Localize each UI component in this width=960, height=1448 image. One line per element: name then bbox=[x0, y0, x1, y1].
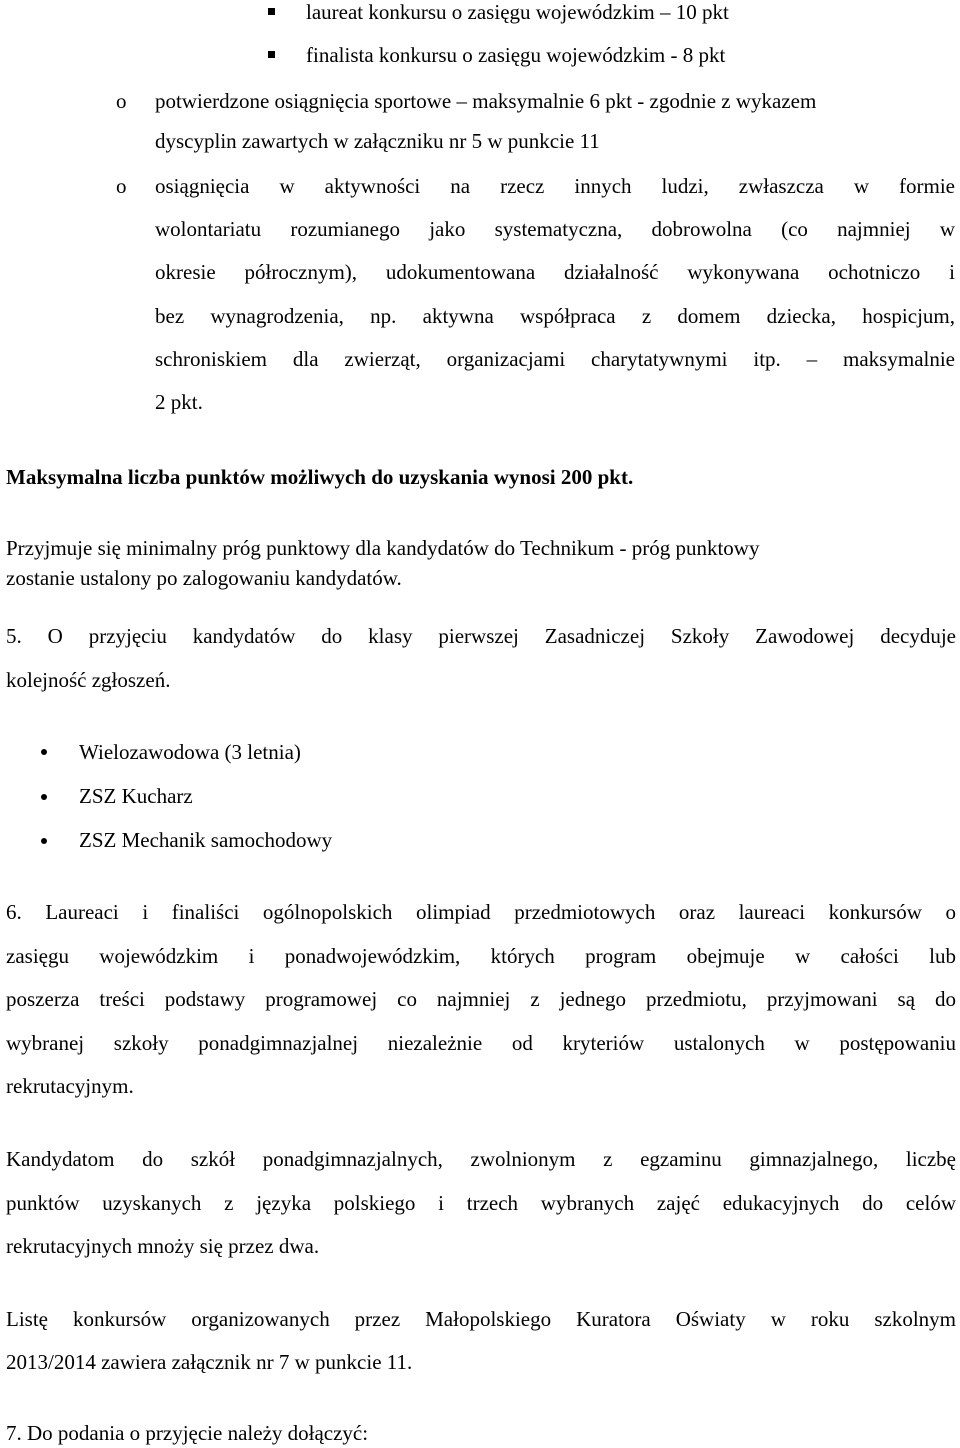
list-item: ZSZ Mechanik samochodowy bbox=[79, 828, 333, 852]
square-bullet-icon bbox=[268, 8, 275, 15]
bullet-dot-icon bbox=[41, 838, 47, 844]
max-points-statement: Maksymalna liczba punktów możliwych do uzyskania wynosi 200 pkt. bbox=[6, 465, 634, 489]
list-item: Wielozawodowa (3 letnia) bbox=[79, 740, 301, 764]
paragraph-text: Przyjmuje się minimalny próg punktowy dla kandydatów do Technikum - próg punktowy bbox=[6, 536, 760, 560]
list-item: finalista konkursu o zasięgu wojewódzkim - 8 pkt bbox=[306, 43, 726, 67]
list-item-text: 2 pkt. bbox=[155, 390, 203, 414]
paragraph-text: rekrutacyjnych mnoży się przez dwa. bbox=[6, 1234, 320, 1258]
paragraph-text: 2013/2014 zawiera załącznik nr 7 w punkcie 11. bbox=[6, 1350, 413, 1374]
bullet-dot-icon bbox=[41, 794, 47, 800]
list-item-text: okresie półrocznym), udokumentowana działalność wykonywana ochotniczo i bbox=[155, 260, 955, 284]
list-item-text: schroniskiem dla zwierząt, organizacjami charytatywnymi itp. – maksymalnie bbox=[155, 347, 955, 371]
circle-bullet-icon: o bbox=[116, 89, 127, 113]
list-item-text: potwierdzone osiągnięcia sportowe – maksymalnie 6 pkt - zgodnie z wykazem bbox=[155, 89, 817, 113]
list-item: ZSZ Kucharz bbox=[79, 784, 193, 808]
paragraph-text: 6. Laureaci i finaliści ogólnopolskich olimpiad przedmiotowych oraz laureaci konkursów o bbox=[6, 900, 956, 924]
paragraph-text: rekrutacyjnym. bbox=[6, 1074, 134, 1098]
list-item-text: wolontariatu rozumianego jako systematyczna, dobrowolna (co najmniej w bbox=[155, 217, 955, 241]
paragraph-text: poszerza treści podstawy programowej co najmniej z jednego przedmiotu, przyjmowani są do bbox=[6, 987, 956, 1011]
bullet-dot-icon bbox=[41, 749, 47, 755]
circle-bullet-icon: o bbox=[116, 174, 127, 198]
square-bullet-icon bbox=[268, 51, 275, 58]
list-item: laureat konkursu o zasięgu wojewódzkim – 10 pkt bbox=[306, 0, 729, 24]
list-item-text: osiągnięcia w aktywności na rzecz innych ludzi, zwłaszcza w formie bbox=[155, 174, 955, 198]
list-item-text: dyscyplin zawartych w załączniku nr 5 w punkcie 11 bbox=[155, 129, 600, 153]
paragraph-text: kolejność zgłoszeń. bbox=[6, 668, 171, 692]
paragraph-text: Kandydatom do szkół ponadgimnazjalnych, zwolnionym z egzaminu gimnazjalnego, liczbę bbox=[6, 1147, 956, 1171]
paragraph-text: zostanie ustalony po zalogowaniu kandydatów. bbox=[6, 566, 402, 590]
paragraph-text: 5. O przyjęciu kandydatów do klasy pierwszej Zasadniczej Szkoły Zawodowej decyduje bbox=[6, 624, 956, 648]
paragraph-text: Listę konkursów organizowanych przez Małopolskiego Kuratora Oświaty w roku szkolnym bbox=[6, 1307, 956, 1331]
paragraph-text: wybranej szkoły ponadgimnazjalnej niezależnie od kryteriów ustalonych w postępowaniu bbox=[6, 1031, 956, 1055]
list-item-text: bez wynagrodzenia, np. aktywna współpraca z domem dziecka, hospicjum, bbox=[155, 304, 955, 328]
section-heading: 7. Do podania o przyjęcie należy dołączyć: bbox=[6, 1421, 369, 1445]
paragraph-text: punktów uzyskanych z języka polskiego i trzech wybranych zajęć edukacyjnych do celów bbox=[6, 1191, 956, 1215]
paragraph-text: zasięgu wojewódzkim i ponadwojewódzkim, których program obejmuje w całości lub bbox=[6, 944, 956, 968]
